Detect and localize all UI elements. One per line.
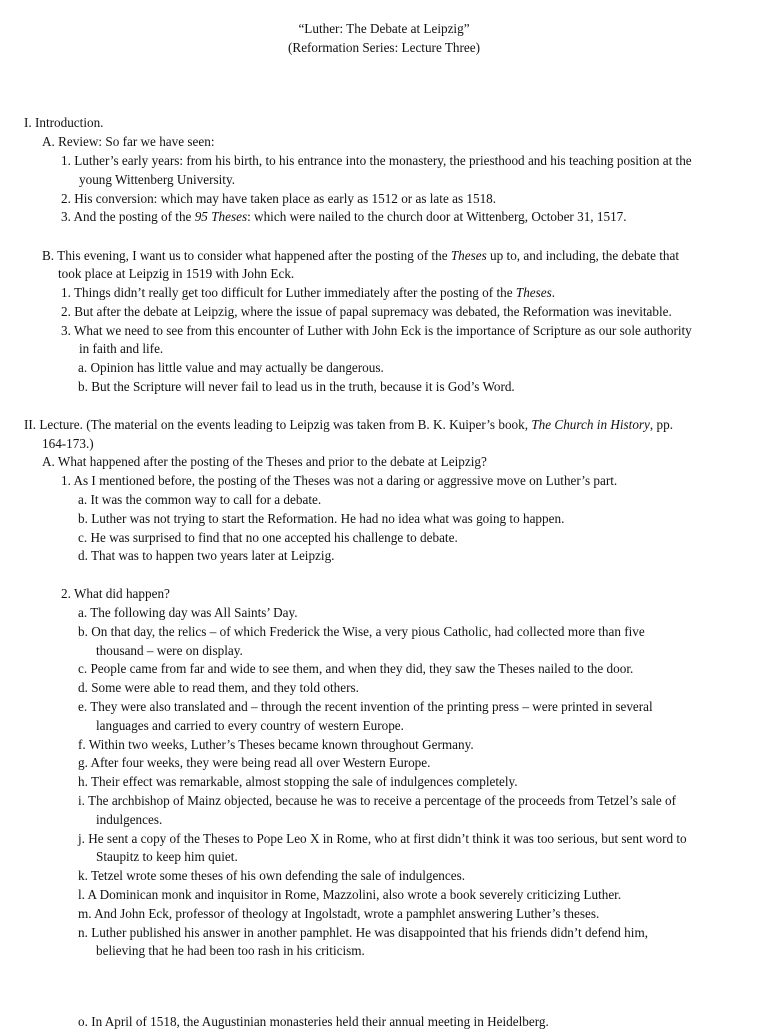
- outline-item-A2i-continuation: indulgences.: [96, 812, 163, 827]
- outline-item-1-continuation: young Wittenberg University.: [79, 172, 235, 187]
- outline-item-A2n: n. Luther published his answer in another pamphlet. He was disappointed that his friends didn’t defend him,: [78, 925, 648, 940]
- section-heading-introduction: I. Introduction.: [24, 115, 104, 130]
- outline-item-B3b: b. But the Scripture will never fail to lead us in the truth, because it is God’s Word.: [78, 379, 515, 394]
- outline-item-A2: 2. What did happen?: [61, 586, 170, 601]
- outline-item-A-review: A. Review: So far we have seen:: [42, 134, 215, 149]
- section-heading-continuation: 164-173.): [42, 436, 94, 451]
- outline-item-A2m: m. And John Eck, professor of theology at Ingolstadt, wrote a pamphlet answering Luther’s theses.: [78, 906, 600, 921]
- document-subtitle: (Reformation Series: Lecture Three): [288, 40, 480, 55]
- outline-item-B-continuation: took place at Leipzig in 1519 with John Eck.: [58, 266, 295, 281]
- outline-item-A2g: g. After four weeks, they were being read all over Western Europe.: [78, 755, 431, 770]
- outline-item-B1: 1. Things didn’t really get too difficult for Luther immediately after the posting of the Theses.: [61, 285, 556, 300]
- outline-item-A2n-continuation: believing that he had been too rash in his criticism.: [96, 943, 365, 958]
- outline-item-A2k: k. Tetzel wrote some theses of his own defending the sale of indulgences.: [78, 868, 466, 883]
- outline-item-A2a: a. The following day was All Saints’ Day.: [78, 605, 298, 620]
- outline-item-A-question: A. What happened after the posting of the Theses and prior to the debate at Leipzig?: [42, 454, 487, 469]
- outline-item-B3a: a. Opinion has little value and may actually be dangerous.: [78, 360, 384, 375]
- outline-item-B-this-evening: B. This evening, I want us to consider what happened after the posting of the Theses up to, and including, the debate that: [42, 248, 680, 263]
- outline-item-B3: 3. What we need to see from this encounter of Luther with John Eck is the importance of Scripture as our sole authority: [61, 323, 692, 338]
- outline-item-A2i: i. The archbishop of Mainz objected, because he was to receive a percentage of the proceeds from Tetzel’s sale of: [78, 793, 676, 808]
- outline-item-A2b-continuation: thousand – were on display.: [96, 643, 243, 658]
- section-heading-lecture: II. Lecture. (The material on the events leading to Leipzig was taken from B. K. Kuiper’s book, The Church in History, pp.: [24, 417, 673, 432]
- outline-item-A2j-continuation: Staupitz to keep him quiet.: [96, 849, 238, 864]
- outline-item-A2c: c. People came from far and wide to see them, and when they did, they saw the Theses nailed to the door.: [78, 661, 634, 676]
- outline-item-A2f: f. Within two weeks, Luther’s Theses became known throughout Germany.: [78, 737, 474, 752]
- outline-item-A2h: h. Their effect was remarkable, almost stopping the sale of indulgences completely.: [78, 774, 518, 789]
- outline-item-A2e-continuation: languages and carried to every country of western Europe.: [96, 718, 404, 733]
- outline-item-1-early-years: 1. Luther’s early years: from his birth, to his entrance into the monastery, the priesthood and his teaching position at the: [61, 153, 692, 168]
- outline-item-B3-continuation: in faith and life.: [79, 341, 164, 356]
- outline-item-A1a: a. It was the common way to call for a debate.: [78, 492, 322, 507]
- outline-item-A2e: e. They were also translated and – through the recent invention of the printing press – were printed in several: [78, 699, 653, 714]
- outline-item-3-theses: 3. And the posting of the 95 Theses: which were nailed to the church door at Wittenberg, October 31, 1517.: [61, 209, 627, 224]
- outline-item-A2o: o. In April of 1518, the Augustinian monasteries held their annual meeting in Heidelberg.: [78, 1014, 549, 1029]
- outline-item-B2: 2. But after the debate at Leipzig, where the issue of papal supremacy was debated, the Reformation was inevitable.: [61, 304, 672, 319]
- outline-item-A1: 1. As I mentioned before, the posting of the Theses was not a daring or aggressive move on Luther’s part.: [61, 473, 618, 488]
- outline-item-2-conversion: 2. His conversion: which may have taken place as early as 1512 or as late as 1518.: [61, 191, 497, 206]
- outline-item-A2b: b. On that day, the relics – of which Frederick the Wise, a very pious Catholic, had collected more than five: [78, 624, 645, 639]
- outline-item-A1b: b. Luther was not trying to start the Reformation. He had no idea what was going to happen.: [78, 511, 565, 526]
- outline-item-A1c: c. He was surprised to find that no one accepted his challenge to debate.: [78, 530, 458, 545]
- outline-item-A2d: d. Some were able to read them, and they told others.: [78, 680, 359, 695]
- outline-item-A2l: l. A Dominican monk and inquisitor in Rome, Mazzolini, also wrote a book severely criticizing Luther.: [78, 887, 622, 902]
- outline-item-A1d: d. That was to happen two years later at Leipzig.: [78, 548, 335, 563]
- document-title: “Luther: The Debate at Leipzig”: [298, 21, 470, 36]
- outline-item-A2j: j. He sent a copy of the Theses to Pope Leo X in Rome, who at first didn’t think it was too serious, but sent word to: [78, 831, 687, 846]
